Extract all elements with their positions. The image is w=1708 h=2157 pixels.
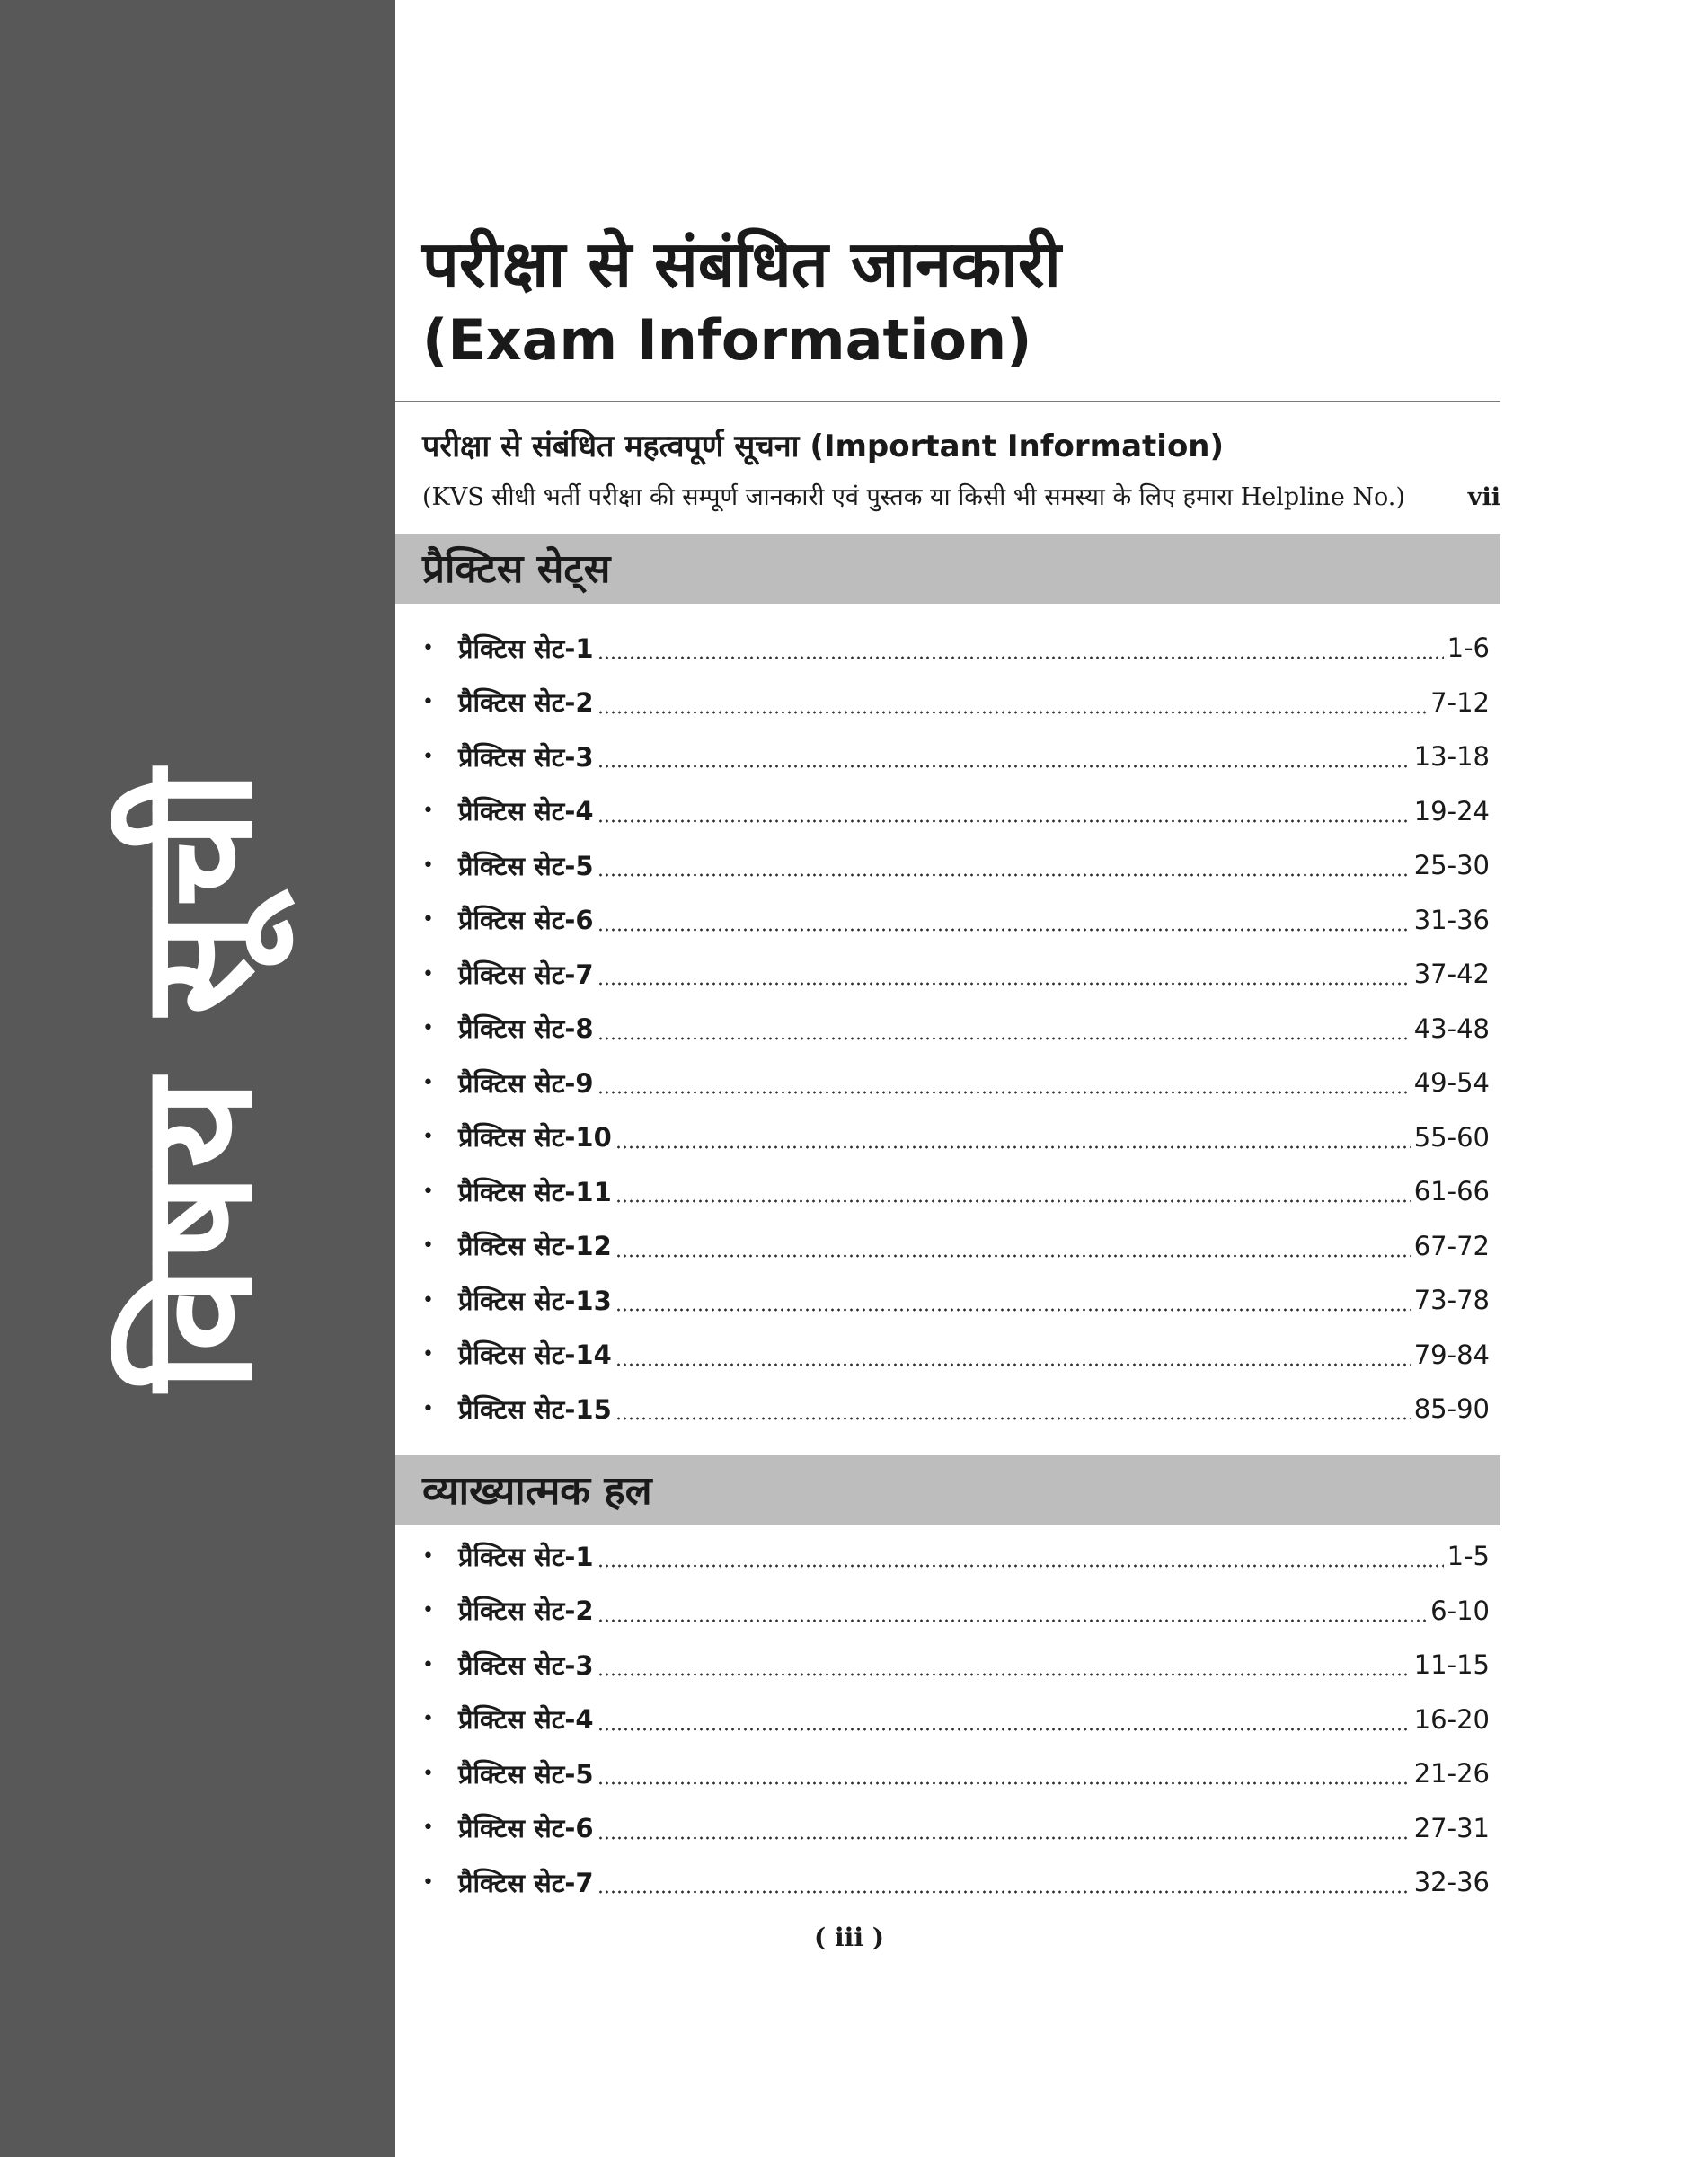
toc-item: [422, 1746, 1490, 1801]
bullet-icon: •: [422, 1343, 434, 1366]
toc-item-name: प्रैक्टिस सेट-7: [458, 959, 594, 990]
toc-item-pages: 55-60: [1413, 1121, 1490, 1153]
leader-dots: [615, 1254, 1411, 1258]
leader-dots: [615, 1417, 1411, 1420]
practice-sets-section-bar: [395, 534, 1500, 604]
leader-dots: [597, 982, 1411, 986]
leader-dots: [615, 1308, 1411, 1312]
leader-dots: [597, 1091, 1411, 1094]
leader-dots: [597, 928, 1411, 932]
toc-item-name: प्रैक्टिस सेट-4: [458, 1704, 594, 1736]
toc-item-pages: 16-20: [1413, 1703, 1490, 1735]
toc-item-pages: 49-54: [1413, 1067, 1490, 1099]
sidebar: [0, 0, 395, 2157]
bullet-icon: •: [422, 691, 434, 714]
bullet-icon: •: [422, 800, 434, 823]
leader-dots: [597, 1673, 1411, 1676]
toc-item: [422, 1328, 1490, 1383]
sidebar-title: विषय सूची: [109, 765, 287, 1392]
toc-item: [422, 1529, 1490, 1584]
toc-item-name: प्रैक्टिस सेट-6: [458, 905, 594, 936]
toc-item-name: प्रैक्टिस सेट-7: [458, 1867, 594, 1898]
leader-dots: [597, 1564, 1444, 1568]
bullet-icon: •: [422, 1071, 434, 1094]
toc-item: [422, 1584, 1490, 1639]
solutions-section-bar: [395, 1455, 1500, 1525]
bullet-icon: •: [422, 1762, 434, 1785]
toc-item-pages: 85-90: [1413, 1393, 1490, 1425]
solutions-heading: व्याख्यात्मक हल: [422, 1468, 652, 1514]
toc-item: [422, 621, 1490, 676]
toc-item-name: प्रैक्टिस सेट-1: [458, 1541, 594, 1572]
leader-dots: [597, 1037, 1411, 1040]
toc-item: [422, 1273, 1490, 1328]
toc-item-name: प्रैक्टिस सेट-2: [458, 687, 594, 719]
toc-item: [422, 1801, 1490, 1856]
toc-item: [422, 838, 1490, 893]
toc-item-name: प्रैक्टिस सेट-12: [458, 1231, 612, 1262]
leader-dots: [597, 873, 1411, 877]
toc-item-pages: 61-66: [1413, 1176, 1490, 1207]
bullet-icon: •: [422, 1017, 434, 1040]
important-info-page: vii: [1467, 483, 1500, 511]
toc-item-name: प्रैक्टिस सेट-8: [458, 1013, 594, 1045]
toc-item-pages: 43-48: [1413, 1012, 1490, 1044]
toc-item: [422, 947, 1490, 1002]
footer-page-number: ( iii ): [814, 1923, 884, 1952]
toc-item: [422, 1693, 1490, 1747]
bullet-icon: •: [422, 1234, 434, 1258]
practice-sets-heading: प्रैक्टिस सेट्स: [422, 546, 611, 592]
leader-dots: [597, 765, 1411, 768]
toc-item-pages: 11-15: [1413, 1649, 1490, 1681]
toc-item-name: प्रैक्टिस सेट-15: [458, 1393, 612, 1425]
toc-item-pages: 79-84: [1413, 1339, 1490, 1370]
toc-item: [422, 1382, 1490, 1437]
important-info-entry: [422, 485, 1500, 509]
toc-item-pages: 27-31: [1413, 1812, 1490, 1843]
bullet-icon: •: [422, 1599, 434, 1622]
practice-sets-list: [422, 621, 1490, 1437]
toc-item-pages: 13-18: [1413, 741, 1490, 773]
leader-dots: [615, 1145, 1411, 1149]
leader-dots: [597, 1781, 1411, 1785]
leader-dots: [615, 1199, 1411, 1203]
toc-item-name: प्रैक्टिस सेट-4: [458, 796, 594, 827]
toc-item-name: प्रैक्टिस सेट-3: [458, 741, 594, 773]
bullet-icon: •: [422, 962, 434, 986]
bullet-icon: •: [422, 1180, 434, 1203]
toc-item: [422, 1638, 1490, 1693]
toc-item-name: प्रैक्टिस सेट-5: [458, 1758, 594, 1790]
toc-item-name: प्रैक्टिस सेट-5: [458, 850, 594, 881]
toc-item: [422, 1110, 1490, 1165]
toc-item: [422, 1219, 1490, 1274]
toc-item-pages: 6-10: [1430, 1595, 1490, 1626]
toc-item-pages: 32-36: [1413, 1867, 1490, 1898]
bullet-icon: •: [422, 1544, 434, 1568]
toc-item-name: प्रैक्टिस सेट-10: [458, 1122, 612, 1154]
bullet-icon: •: [422, 745, 434, 768]
toc-item-name: प्रैक्टिस सेट-13: [458, 1285, 612, 1316]
toc-item: [422, 1855, 1490, 1910]
toc-item-pages: 67-72: [1413, 1230, 1490, 1261]
bullet-icon: •: [422, 1653, 434, 1676]
toc-item: [422, 1056, 1490, 1110]
bullet-icon: •: [422, 908, 434, 932]
title-divider: [395, 401, 1500, 402]
toc-item-pages: 1-6: [1447, 632, 1490, 664]
toc-item-pages: 19-24: [1413, 795, 1490, 827]
important-info-subtext: (KVS सीधी भर्ती परीक्षा की सम्पूर्ण जानकारी एवं पुस्तक या किसी भी समस्या के लिए हमारा Helpline No.): [422, 483, 1405, 511]
toc-item-pages: 31-36: [1413, 904, 1490, 935]
toc-item: [422, 893, 1490, 948]
toc-item-pages: 21-26: [1413, 1758, 1490, 1790]
leader-dots: [597, 1728, 1411, 1731]
bullet-icon: •: [422, 1288, 434, 1312]
toc-item-name: प्रैक्टिस सेट-9: [458, 1067, 594, 1099]
toc-item-name: प्रैक्टिस सेट-11: [458, 1176, 612, 1207]
toc-item: [422, 1164, 1490, 1219]
toc-item-pages: 73-78: [1413, 1285, 1490, 1316]
bullet-icon: •: [422, 1870, 434, 1894]
leader-dots: [597, 1836, 1411, 1840]
toc-item-pages: 37-42: [1413, 959, 1490, 990]
toc-item-name: प्रैक्टिस सेट-1: [458, 632, 594, 664]
solutions-list: [422, 1529, 1490, 1910]
bullet-icon: •: [422, 1126, 434, 1149]
toc-item: [422, 784, 1490, 839]
toc-item-pages: 1-5: [1447, 1541, 1490, 1572]
toc-item-name: प्रैक्टिस सेट-3: [458, 1649, 594, 1681]
toc-item-name: प्रैक्टिस सेट-2: [458, 1596, 594, 1627]
bullet-icon: •: [422, 1397, 434, 1420]
leader-dots: [597, 656, 1444, 659]
bullet-icon: •: [422, 636, 434, 659]
important-info-heading: परीक्षा से संबंधित महत्वपूर्ण सूचना (Important Information): [422, 429, 1225, 464]
bullet-icon: •: [422, 1817, 434, 1840]
bullet-icon: •: [422, 853, 434, 877]
toc-item: [422, 729, 1490, 784]
toc-item: [422, 1002, 1490, 1056]
toc-item-name: प्रैक्टिस सेट-14: [458, 1339, 612, 1371]
toc-item-name: प्रैक्टिस सेट-6: [458, 1813, 594, 1844]
bullet-icon: •: [422, 1708, 434, 1731]
toc-item-pages: 25-30: [1413, 850, 1490, 881]
leader-dots: [597, 1619, 1428, 1622]
page-title-english: (Exam Information): [422, 307, 1032, 373]
page-title-hindi: परीक्षा से संबंधित जानकारी: [422, 226, 1061, 302]
leader-dots: [597, 1890, 1411, 1894]
leader-dots: [615, 1363, 1411, 1366]
leader-dots: [597, 819, 1411, 823]
leader-dots: [597, 711, 1428, 714]
toc-item-pages: 7-12: [1430, 686, 1490, 718]
toc-item: [422, 676, 1490, 730]
